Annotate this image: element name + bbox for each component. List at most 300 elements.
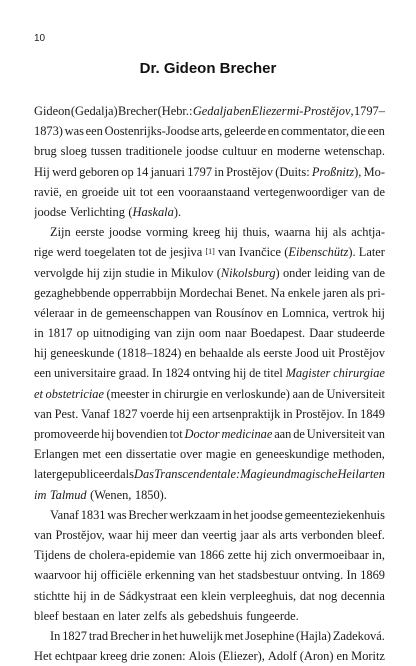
word: chirurgie (163, 386, 209, 401)
word: de (293, 427, 305, 441)
text-line (34, 525, 385, 545)
word: jesjiva (169, 245, 203, 260)
word: van (194, 305, 212, 320)
word: van (34, 527, 52, 542)
word: van (352, 265, 370, 280)
word: was (64, 124, 84, 139)
word: bleef. (356, 527, 385, 542)
word: in (222, 507, 232, 522)
word: een (157, 184, 175, 199)
word: in (34, 326, 44, 341)
word: Heilarten (337, 467, 385, 482)
word: joodse (250, 507, 283, 522)
text-line (34, 626, 385, 646)
word: Mikulov (170, 265, 214, 280)
word: verpleeghuis, (229, 588, 297, 603)
word: als (246, 346, 261, 361)
word: fungeerde. (246, 608, 299, 623)
word: een (34, 366, 52, 381)
word: Rousínov (215, 305, 264, 320)
word: joodse (185, 144, 219, 159)
word: Magie (240, 467, 272, 482)
word: en (239, 447, 252, 462)
word: Ivančice (239, 245, 282, 260)
word: Alois (188, 649, 216, 664)
word: zich (270, 548, 292, 563)
word: een (85, 124, 103, 139)
word: het (162, 628, 178, 643)
word: opperrabbijn (113, 285, 177, 300)
word: naar (225, 326, 247, 341)
word: hij (73, 588, 87, 603)
word: 1869 (360, 568, 385, 583)
word: vertegenwoordiger (253, 184, 348, 199)
word: ravië, (34, 184, 62, 199)
word: Gideon (34, 104, 71, 118)
word: Daar (309, 326, 334, 341)
word: promoveerde (34, 427, 100, 441)
word: kreeg (192, 225, 221, 240)
word: 1873) (34, 124, 63, 139)
text-line (34, 141, 385, 161)
word: geneeskunde (50, 346, 115, 361)
text-line (34, 101, 385, 121)
word: ben (233, 104, 252, 118)
word: 1849 (360, 406, 385, 421)
word: Na (270, 285, 285, 300)
word: 1817 (47, 326, 73, 341)
word: Proßnitz), (311, 164, 362, 179)
word: zijn (103, 265, 122, 280)
word: 1797– (353, 104, 385, 118)
word: im (34, 487, 47, 502)
word: jaren (322, 285, 348, 300)
word: methoden, (332, 447, 385, 462)
word: en (266, 305, 279, 320)
word: in (157, 265, 168, 280)
word: werkzaam (169, 507, 221, 522)
word: gebedshuis (187, 608, 243, 623)
word: moderne (276, 144, 321, 159)
word: het (233, 507, 249, 522)
word: enkele (287, 285, 321, 300)
word: Brecher (118, 104, 158, 118)
word: Benet. (235, 285, 268, 300)
word: medicinae (221, 427, 273, 441)
word: Oostenrijks-Joodse (104, 124, 200, 139)
word: arts, (201, 124, 223, 139)
word: als (350, 285, 365, 300)
word: commentator, (281, 124, 350, 139)
word: waarna (274, 225, 311, 240)
word: Zijn (50, 225, 71, 240)
word: groeide (81, 184, 119, 199)
word: ontving. (302, 568, 344, 583)
word: Jood (295, 346, 319, 361)
word: In (347, 406, 358, 421)
word: Eliezer (251, 104, 287, 118)
word: hij (135, 527, 149, 542)
word: gepubliceerd (56, 467, 121, 482)
word: (Eibenschütz). (284, 245, 356, 260)
text-line (34, 444, 385, 464)
word: op (121, 164, 134, 179)
word: van (217, 245, 236, 260)
word: joodse (34, 204, 67, 219)
word: 1831 (80, 507, 106, 522)
word: Lomnica, (281, 305, 329, 320)
word: de (373, 265, 385, 280)
word: obstetriciae (45, 386, 104, 401)
word: Vanaf (50, 507, 79, 522)
text-line (34, 343, 385, 363)
word: de (74, 548, 86, 563)
word: tot (139, 184, 153, 199)
word: meer (152, 527, 178, 542)
word: Doctor (184, 427, 220, 441)
word: was (107, 507, 127, 522)
text-line (34, 242, 385, 262)
word: cholera-epidemie (89, 548, 176, 563)
word: geboren (79, 164, 120, 179)
page-number: 10 (34, 33, 46, 44)
word: eerste (75, 225, 105, 240)
word: stichtte (34, 588, 70, 603)
word: als (170, 608, 185, 623)
word: dan (180, 527, 199, 542)
word: Het (34, 649, 52, 664)
word: artsenpraktijk (212, 406, 281, 421)
word: arts (279, 527, 298, 542)
word: véleraar (34, 305, 74, 320)
word: (Gedalja) (70, 104, 118, 118)
word: vorming (145, 225, 188, 240)
word: drie (130, 649, 150, 664)
word: nog (318, 588, 338, 603)
word: magie (205, 447, 237, 462)
word: und (271, 467, 291, 482)
word: zette (227, 548, 251, 563)
word: de (373, 184, 385, 199)
word: Tijdens (34, 548, 71, 563)
word: geleerde (224, 124, 266, 139)
body-text (34, 101, 385, 666)
text-line (34, 424, 385, 444)
word: als (332, 225, 347, 240)
word: (Hebr.: (157, 104, 193, 118)
word: aan (274, 427, 292, 441)
word: uit (122, 184, 136, 199)
word: et (34, 386, 43, 401)
word: Prostějov, (55, 527, 105, 542)
word: pri- (367, 285, 385, 300)
word: hij (86, 265, 100, 280)
word: onder (282, 265, 312, 280)
word: traditionele (125, 144, 183, 159)
text-line (34, 162, 385, 182)
word: Talmud (49, 487, 87, 502)
word: een (180, 588, 198, 603)
word: erkenning (144, 568, 195, 583)
word: In (50, 628, 61, 643)
word: Mo- (363, 164, 385, 179)
text-line (34, 182, 385, 202)
word: officiële (100, 568, 142, 583)
text-line (34, 505, 385, 525)
word: als (120, 467, 134, 482)
word: chirurgiae (333, 366, 385, 381)
word: waarvoor (34, 568, 81, 583)
word: (Wenen, (90, 487, 132, 502)
word: echtpaar (54, 649, 97, 664)
word: hij (233, 366, 247, 381)
text-line (34, 404, 385, 424)
word: werd (56, 245, 82, 260)
word: Hij (34, 164, 50, 179)
word: In (152, 366, 163, 381)
word: decennia (340, 588, 385, 603)
word: Prostějov. (295, 406, 345, 421)
word: Universiteit (306, 427, 366, 441)
word: Adolf (267, 649, 297, 664)
word: (Hajla) (295, 628, 332, 643)
word: Later (358, 245, 385, 260)
word: januari (150, 164, 185, 179)
word: en (267, 124, 280, 139)
text-line (34, 363, 385, 383)
word: uit (321, 346, 336, 361)
word: en (65, 184, 78, 199)
word: de (90, 305, 103, 320)
word: (meester (106, 386, 150, 401)
word: van (351, 184, 370, 199)
word: Prostějov (226, 164, 273, 179)
word: thuis, (242, 225, 270, 240)
word: onvermoeibaar (294, 548, 369, 563)
word: 1827 (112, 406, 138, 421)
word: (Nikolsburg) (216, 265, 280, 280)
word: bleef (34, 608, 59, 623)
word: zijn (176, 326, 195, 341)
text-line (34, 384, 385, 404)
word: de (249, 366, 261, 381)
text-line (34, 121, 385, 141)
word: toegelaten (84, 245, 136, 260)
word: in, (372, 548, 385, 563)
word: tot (138, 245, 152, 260)
word: In (346, 568, 357, 583)
word: verbonden (301, 527, 354, 542)
word: en (210, 386, 223, 401)
word: dissertatie (125, 447, 177, 462)
word: gemeenschappen (105, 305, 191, 320)
word: van (154, 326, 173, 341)
word: op (76, 326, 89, 341)
word: 14 (135, 164, 149, 179)
word: 1824 (165, 366, 190, 381)
word: Verlichting (69, 204, 125, 219)
word: vooraanstaand (178, 184, 250, 199)
text-line (34, 303, 385, 323)
word: in (151, 628, 161, 643)
word: klein (201, 588, 227, 603)
word: gemeenteziekenhuis (284, 507, 385, 522)
word: hij (371, 305, 385, 320)
word: Gedalja (192, 104, 233, 118)
word: mi-Prostějov, (286, 104, 354, 118)
word: Vanaf (81, 406, 110, 421)
word: (Duits: (275, 164, 310, 179)
word: met (224, 628, 244, 643)
word: Boedapest. (250, 326, 306, 341)
word: [1] (205, 247, 215, 257)
word: vervolgde (34, 265, 84, 280)
word: in (214, 164, 224, 179)
word: die (350, 124, 366, 139)
word: de (154, 245, 167, 260)
word: wetenschap. (324, 144, 385, 159)
word: universitaire (53, 366, 116, 381)
word: (Haskala). (128, 204, 182, 219)
word: als (262, 527, 277, 542)
word: jaar (240, 527, 259, 542)
word: magische (290, 467, 338, 482)
text-line (34, 545, 385, 565)
word: van (178, 548, 197, 563)
word: zonen: (152, 649, 186, 664)
text-line (34, 485, 385, 505)
word: hij (315, 225, 329, 240)
word: studeerde (337, 326, 385, 341)
word: (Eliezer), (218, 649, 265, 664)
word: cultuur (222, 144, 258, 159)
word: in (282, 406, 293, 421)
word: titel (263, 366, 283, 381)
word: Mordechai (179, 285, 233, 300)
word: sloeg (60, 144, 87, 159)
word: Josephine (245, 628, 295, 643)
word: aan (292, 386, 310, 401)
word: gezaghebbende (34, 285, 111, 300)
word: trad (88, 628, 109, 643)
word: achtja- (351, 225, 385, 240)
word: van (197, 568, 216, 583)
word: de (103, 588, 116, 603)
word: met (82, 447, 102, 462)
chapter-heading: Dr. Gideon Brecher (139, 60, 277, 77)
word: in (77, 305, 88, 320)
word: Magister (285, 366, 331, 381)
word: 1850). (134, 487, 167, 502)
word: later (34, 467, 57, 482)
word: en (336, 649, 349, 664)
word: 1827 (62, 628, 87, 643)
word: hij (224, 225, 238, 240)
word: Das (134, 467, 154, 482)
word: veertig (202, 527, 237, 542)
word: Sádkystraat (118, 588, 177, 603)
word: een (192, 406, 210, 421)
word: in (90, 588, 100, 603)
word: Erlangen (34, 447, 79, 462)
word: een (367, 124, 385, 139)
word: een (104, 447, 123, 462)
word: Moritz (351, 649, 385, 664)
word: 1797 (187, 164, 213, 179)
word: van (34, 406, 52, 421)
text-line (34, 283, 385, 303)
word: oom (198, 326, 221, 341)
word: bovendien (116, 427, 168, 441)
text-line (34, 222, 385, 242)
word: joodse (108, 225, 142, 240)
word: graad. (118, 366, 150, 381)
word: geneeskundige (255, 447, 330, 462)
word: Brecher (128, 507, 168, 522)
text-line (34, 202, 385, 222)
word: hij (176, 406, 190, 421)
word: tot (169, 427, 183, 441)
word: en (261, 144, 273, 159)
word: Universiteit (326, 386, 385, 401)
word: 1866 (199, 548, 225, 563)
word: vertrok (332, 305, 369, 320)
word: eerste (263, 346, 293, 361)
word: werd (52, 164, 77, 179)
word: uitnodiging (93, 326, 151, 341)
word: studie (125, 265, 155, 280)
word: Pest. (54, 406, 79, 421)
word: bestaan (62, 608, 100, 623)
text-line (34, 606, 385, 626)
word: dat (299, 588, 315, 603)
word: waar (108, 527, 133, 542)
word: leiding (314, 265, 349, 280)
word: brug (34, 144, 57, 159)
word: hij (254, 548, 268, 563)
word: behaalde (199, 346, 244, 361)
word: en (184, 346, 197, 361)
text-line (34, 263, 385, 283)
text-line (34, 464, 385, 484)
word: en (102, 608, 115, 623)
word: voerde (140, 406, 174, 421)
word: (1818–1824) (117, 346, 182, 361)
word: Prostějov (338, 346, 385, 361)
word: ontving (192, 366, 231, 381)
word: Brecher (109, 628, 150, 643)
word: zelfs (143, 608, 167, 623)
word: rige (34, 245, 54, 260)
word: hij (34, 346, 48, 361)
text-line (34, 586, 385, 606)
word: de (312, 386, 324, 401)
word: huwelijk (179, 628, 223, 643)
word: hij (84, 568, 98, 583)
text-line (34, 646, 385, 666)
word: Zadeková. (332, 628, 385, 643)
text-line (34, 565, 385, 585)
word: (Aron) (299, 649, 334, 664)
word: verloskunde) (225, 386, 290, 401)
word: later (118, 608, 141, 623)
text-line (34, 323, 385, 343)
word: kreeg (99, 649, 128, 664)
word: tussen (90, 144, 122, 159)
word: het (219, 568, 235, 583)
word: over (180, 447, 203, 462)
word: stadsbestuur (237, 568, 299, 583)
